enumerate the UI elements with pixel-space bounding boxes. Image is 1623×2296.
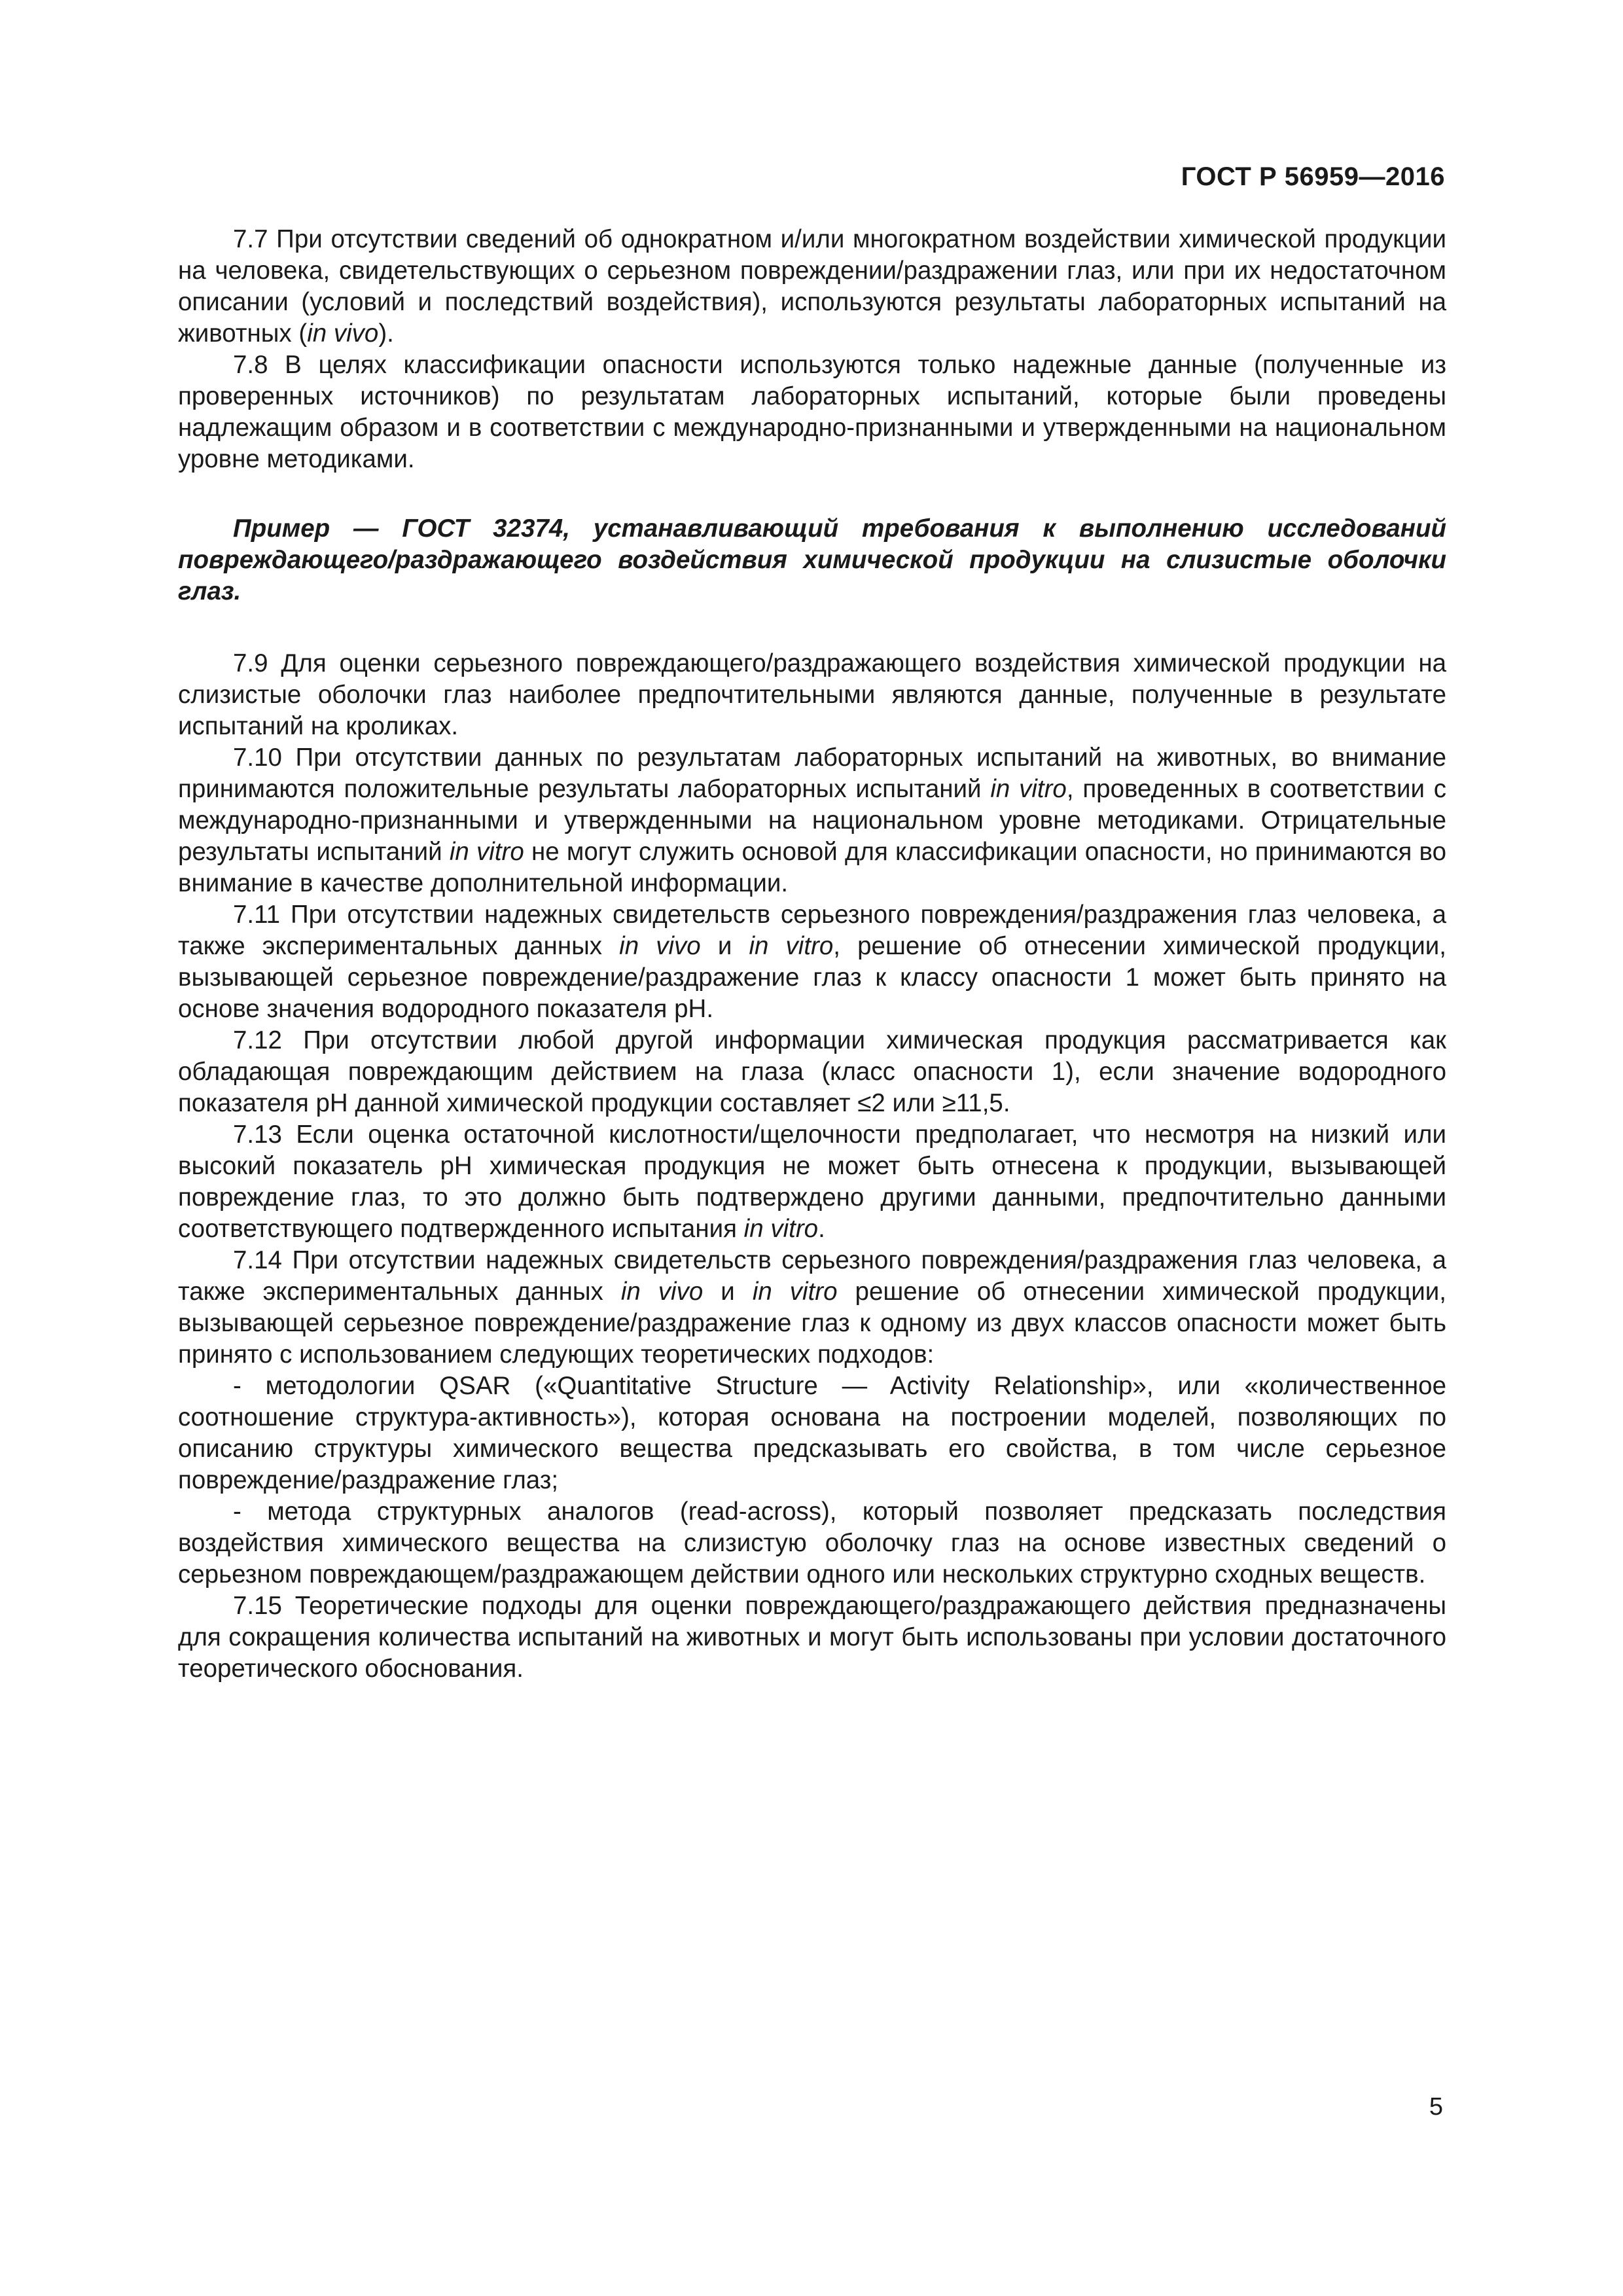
standard-header: ГОСТ Р 56959—2016 <box>1181 162 1445 191</box>
paragraph-7-8: 7.8 В целях классификации опасности используются только надежные данные (полученные из проверенных источников) по результатам лабораторных испытаний, которые были проведены надлежащим образом и в соответствии с международно-признанными и утвержденными на национальном уровне методиками. <box>178 351 1446 473</box>
page-number: 5 <box>1429 2093 1443 2121</box>
paragraph-7-12: 7.12 При отсутствии любой другой информации химическая продукция рассматривается как обладающая повреждающим действием на глаза (класс опасности 1), если значение водородного показателя pH данной химической продукции составляет ≤2 или ≥11,5. <box>178 1026 1446 1117</box>
list-item-read-across: - метода структурных аналогов (read-across), который позволяет предсказать последствия воздействия химического вещества на слизистую оболочку глаз на основе известных сведений о серьезном повреждающем/раздражающем действии одного или нескольких структурно сходных веществ. <box>178 1498 1446 1588</box>
paragraph-7-11: 7.11 При отсутствии надежных свидетельств серьезного повреждения/раздражения глаз человека, а также экспериментальных данных in vivo и in vitro, решение об отнесении химической продукции, вызывающей серьезное повреждение/раздражение глаз к классу опасности 1 может быть принято на основе значения водородного показателя pH. <box>178 901 1446 1023</box>
paragraph-7-9: 7.9 Для оценки серьезного повреждающего/раздражающего воздействия химической продукции на слизистые оболочки глаз наиболее предпочтительными являются данные, полученные в результате испытаний на кроликах. <box>178 649 1446 740</box>
paragraph-7-10: 7.10 При отсутствии данных по результатам лабораторных испытаний на животных, во внимание принимаются положительные результаты лабораторных испытаний in vitro, проведенных в соответствии с международно-признанными и утвержденными на национальном уровне методиками. Отрицательные результаты испытаний in vitro не могут служить основой для классификации опасности, но принимаются во внимание в качестве дополнительной информации. <box>178 744 1446 897</box>
example-note: Пример — ГОСТ 32374, устанавливающий требования к выполнению исследований повреждающего/раздражающего воздействия химической продукции на слизистые оболочки глаз. <box>178 514 1446 605</box>
document-body <box>178 224 1446 1685</box>
paragraph-7-15: 7.15 Теоретические подходы для оценки повреждающего/раздражающего действия предназначены для сокращения количества испытаний на животных и могут быть использованы при условии достаточного теоретического обоснования. <box>178 1592 1446 1683</box>
paragraph-7-14: 7.14 При отсутствии надежных свидетельств серьезного повреждения/раздражения глаз человека, а также экспериментальных данных in vivo и in vitro решение об отнесении химической продукции, вызывающей серьезное повреждение/раздражение глаз к одному из двух классов опасности может быть принято с использованием следующих теоретических подходов: <box>178 1246 1446 1369</box>
paragraph-7-7: 7.7 При отсутствии сведений об однократном и/или многократном воздействии химической продукции на человека, свидетельствующих о серьезном повреждении/раздражении глаз, или при их недостаточном описании (условий и последствий воздействия), используются результаты лабораторных испытаний на животных (in vivo). <box>178 225 1446 348</box>
paragraph-7-13: 7.13 Если оценка остаточной кислотности/щелочности предполагает, что несмотря на низкий или высокий показатель pH химическая продукция не может быть отнесена к продукции, вызывающей повреждение глаз, то это должно быть подтверждено другими данными, предпочтительно данными соответствующего подтвержденного испытания in vitro. <box>178 1121 1446 1243</box>
list-item-qsar: - методологии QSAR («Quantitative Structure — Activity Relationship», или «количественное соотношение структура-активность»), которая основана на построении моделей, позволяющих по описанию структуры химического вещества предсказывать его свойства, в том числе серьезное повреждение/раздражение глаз; <box>178 1372 1446 1494</box>
